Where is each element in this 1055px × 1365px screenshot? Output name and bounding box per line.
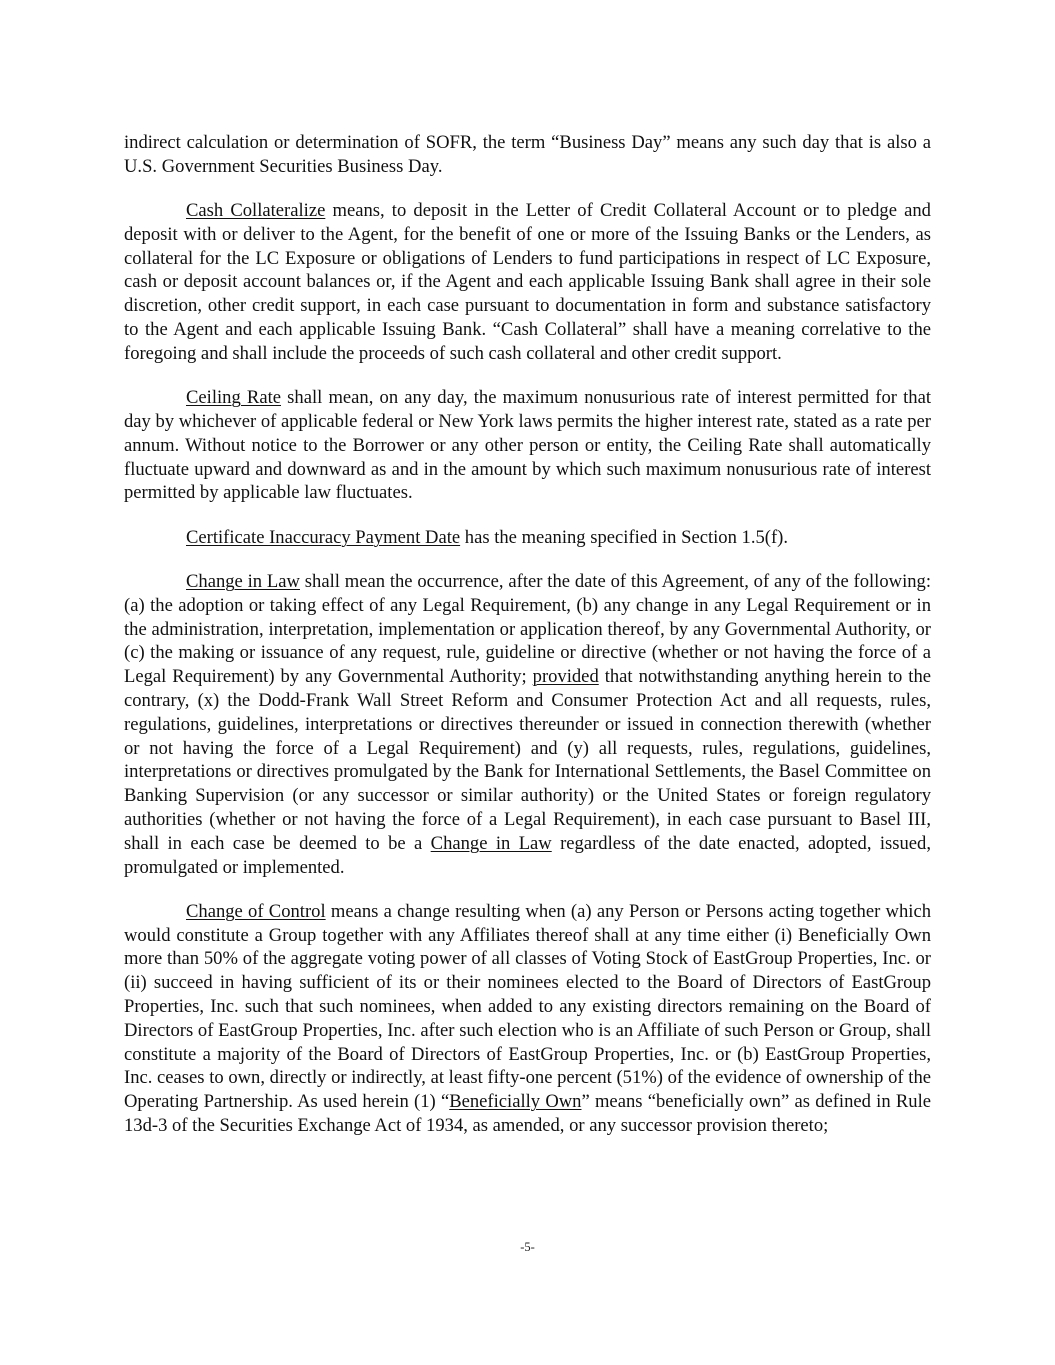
definition-text: regardless of the date enacted, adopted, issued, promulgated or implemented. [124,832,931,878]
definition-text: means, to deposit in the Letter of Credit Collateral Account or to pledge and deposit with or deliver to the Agent, for the benefit of one or more of the Issuing Banks or the Lenders, as collateral for the LC Exposure or obligations of Lenders to fund participations in respect of LC Exposure, cash or deposit account balances or, if the Agent and each applicable Issuing Bank shall agree in their sole discretion, other credit support, in each case pursuant to documentation in form and substance satisfactory to the Agent and each applicable Issuing Bank. “Cash Collateral” shall have a meaning correlative to the foregoing and shall include the proceeds of such cash collateral and other credit support. [124,200,931,364]
paragraph-business-day-continuation [124,131,931,179]
definition-change-of-control [124,900,931,1138]
defined-term: Change in Law [186,570,300,592]
definition-certificate-inaccuracy-payment-date [124,526,931,550]
defined-term: Certificate Inaccuracy Payment Date [186,526,461,548]
defined-term: Change of Control [186,900,326,922]
definition-text: shall mean the occurrence, after the date of this Agreement, of any of the following: (a) the adoption or taking effect of any Legal Requirement, (b) any change in any Legal Requirement or in the administration, interpretation, implementation or application thereof, by any Governmental Authority, or (c) the making or issuance of any request, rule, guideline or directive (whether or not having the force of a Legal Requirement) by any Governmental Authority; [124,570,931,688]
definition-text: that notwithstanding anything herein to the contrary, (x) the Dodd-Frank Wall Street Reform and Consumer Protection Act and all requests, rules, regulations, guidelines, interpretations or directives thereunder or issued in connection therewith (whether or not having the force of a Legal Requirement) and (y) all requests, rules, regulations, guidelines, interpretations or directives promulgated by the Bank for International Settlements, the Basel Committee on Banking Supervision (or any successor or similar authority) or the United States or foreign regulatory authorities (whether or not having the force of a Legal Requirement), in each case pursuant to Basel III, shall in each case be deemed to be a [124,666,931,854]
definition-ceiling-rate [124,386,931,505]
page-number: -5- [520,1240,535,1254]
defined-sub-term: Beneficially Own [449,1091,582,1113]
defined-term: Cash Collateralize [186,200,326,222]
document-body [124,131,931,1158]
paragraph-text: indirect calculation or determination of SOFR, the term “Business Day” means any such day that is also a U.S. Government Securities Business Day. [124,132,931,177]
definition-text: ” means “beneficially own” as defined in Rule 13d-3 of the Securities Exchange Act of 1934, as amended, or any successor provision thereto; [124,1091,932,1136]
definition-change-in-law [124,570,931,879]
proviso-term: provided [532,666,599,688]
defined-term-reference: Change in Law [430,832,552,854]
definition-cash-collateralize [124,199,931,366]
definition-text: shall mean, on any day, the maximum nonusurious rate of interest permitted for that day by whichever of applicable federal or New York laws permits the higher interest rate, stated as a rate per annum. Without notice to the Borrower or any other person or entity, the Ceiling Rate shall automatically fluctuate upward and downward as and in the amount by which such maximum nonusurious rate of interest permitted by applicable law fluctuates. [124,387,932,504]
definition-text: has the meaning specified in Section 1.5(f). [460,526,789,548]
definition-text: means a change resulting when (a) any Person or Persons acting together which would constitute a Group together with any Affiliates thereof shall at any time either (i) Beneficially Own more than 50% of the aggregate voting power of all classes of Voting Stock of EastGroup Properties, Inc. or (ii) succeed in having sufficient of its or their nominees elected to the Board of Directors of EastGroup Properties, Inc. such that such nominees, when added to any existing directors remaining on the Board of Directors of EastGroup Properties, Inc. after such election who is an Affiliate of such Person or Group, shall constitute a majority of the Board of Directors of EastGroup Properties, Inc. or (b) EastGroup Properties, Inc. ceases to own, directly or indirectly, at least fifty-one percent (51%) of the evidence of ownership of the Operating Partnership. As used herein (1) “ [124,900,931,1113]
defined-term: Ceiling Rate [186,387,281,409]
